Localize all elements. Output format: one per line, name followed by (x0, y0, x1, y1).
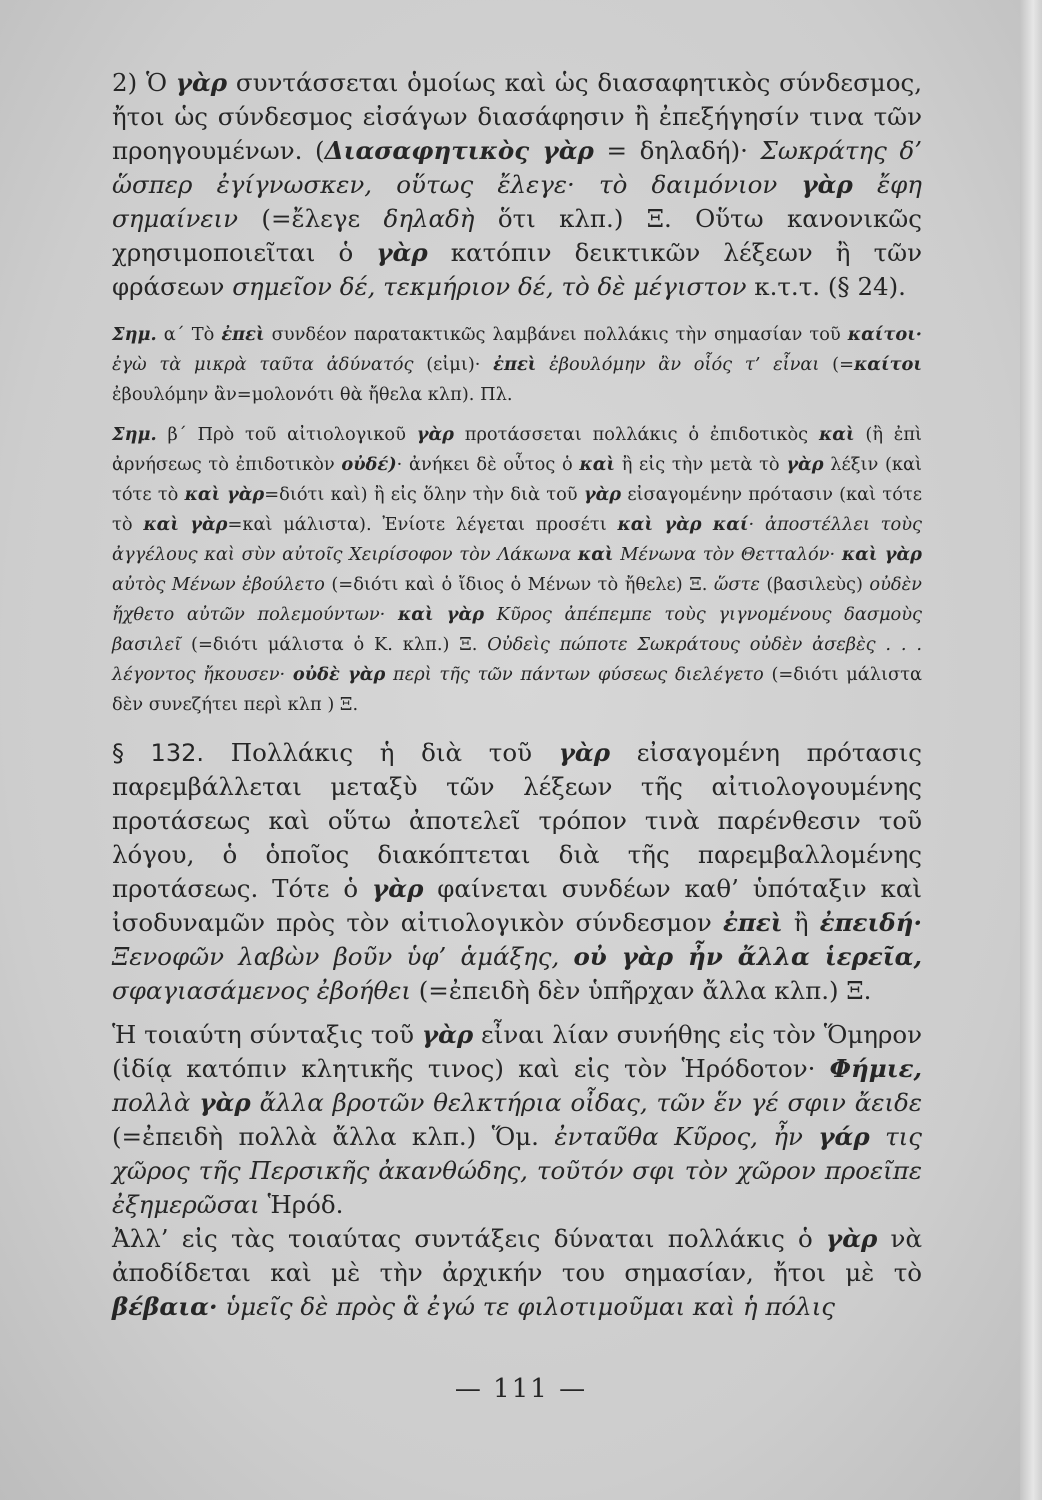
page-number: — 111 — (454, 1374, 588, 1404)
text-run: γὰρ (175, 68, 228, 97)
text-run: (εἰμι)· (413, 354, 494, 375)
text-run: γὰρ (372, 874, 424, 903)
paragraph-homer (112, 1018, 922, 1222)
text-run: (=διότι μάλιστα δὲν συνεζήτει περὶ κλπ ) Ξ. (112, 664, 922, 715)
text-run: λέξιν (καὶ τότε τὸ (112, 454, 922, 505)
text-run: γὰρ (376, 238, 428, 267)
text-run: νὰ ἀποδίδεται καὶ μὲ τὴν ἀρχικήν του σημασίαν, ἤτοι μὲ τὸ (112, 1224, 922, 1287)
text-run: =διότι καὶ) ἢ εἰς ὅλην τὴν διὰ τοῦ (264, 484, 584, 505)
text-run: ἢ εἰς τὴν μετὰ τὸ (615, 454, 787, 475)
text-run: (=ἐπειδὴ πολλὰ ἄλλα κλπ.) Ὅμ. (112, 1122, 555, 1151)
text-run: γὰρ (558, 738, 611, 767)
text-run: α΄ Τὸ (156, 324, 222, 345)
text-run: αὐτὸς Μένων ἐβούλετο (112, 574, 325, 595)
text-run: εἰσαγομένη πρότασις παρεμβάλλεται μεταξὺ τῶν λέξεων τῆς αἰτιολογουμένης προτάσεως καὶ οὕτω ἀποτελεῖ τρόπον τινὰ παρένθεσιν τοῦ λόγου, ὁ ὁποῖος διακόπτεται διὰ τῆς παρεμβαλλομένης προτάσεως. Τότε ὁ (112, 738, 922, 903)
text-run: σημεῖον δέ, τεκμήριον δέ, τὸ δὲ μέγιστον (232, 272, 747, 301)
text-run: οὐδὲν ἤχθετο αὐτῶν πολεμούντων· (112, 574, 922, 625)
text-run: β΄ Πρὸ τοῦ αἰτιολογικοῦ (156, 424, 417, 445)
text-run: Ἀλλ’ εἰς τὰς τοιαύτας συντάξεις δύναται πολλάκις ὁ (112, 1224, 827, 1253)
text-run: ἔφη σημαίνειν (112, 170, 922, 233)
text-run: γὰρ (786, 454, 824, 475)
text-run: δηλαδὴ (383, 204, 475, 233)
text-run: ἐνταῦθα Κῦρος, ἦν (554, 1122, 819, 1151)
paragraph-all (112, 1222, 922, 1324)
page-edge (1020, 0, 1042, 1500)
spacer (112, 410, 922, 420)
text-run: γὰρ (199, 1088, 251, 1117)
text-run: Κῦρος ἀπέπεμπε τοὺς γιγνομένους δασμοὺς βασιλεῖ (112, 604, 922, 655)
text-run: Πολλάκις ἡ διὰ τοῦ (204, 738, 559, 767)
note-alpha (112, 320, 922, 410)
text-run: (=διότι καὶ ὁ ἴδιος ὁ Μένων τὸ ἤθελε) Ξ. (324, 574, 714, 595)
text-run: (βασιλεὺς) (759, 574, 870, 595)
text-run: · ἀνήκει δὲ οὗτος ὁ (396, 454, 580, 475)
text-run: καὶ (577, 544, 614, 565)
text-run: ἐπεὶ (221, 324, 265, 345)
text-run: οὐδέ) (341, 454, 397, 475)
text-run: συντάσσεται ὁμοίως καὶ ὡς διασαφητικὸς σύνδεσμος, ἤτοι ὡς σύνδεσμος εἰσάγων διασάφησιν ἢ ἐπεξήγησίν τινα τῶν προηγουμένων. ( (112, 68, 922, 165)
text-run: καίτοι (853, 354, 923, 375)
text-run: γὰρ (583, 484, 622, 505)
note-label: Σημ. (112, 324, 157, 345)
spacer (112, 1008, 922, 1018)
text-run: Ἡ τοιαύτη σύνταξις τοῦ (112, 1020, 422, 1049)
text-run: φαίνεται συνδέων καθ’ ὑπόταξιν καὶ ἰσοδυναμῶν πρὸς τὸν αἰτιολογικὸν σύνδεσμον (112, 874, 922, 937)
text-run: γὰρ (421, 1020, 474, 1049)
text-run: καὶ γὰρ καί (617, 514, 749, 535)
text-run: (=διότι μάλιστα ὁ Κ. κλπ.) Ξ. (181, 634, 488, 655)
text-run: ἐπεὶ (723, 908, 783, 937)
text-run: Φήμιε, (829, 1054, 922, 1083)
text-run: εἶναι λίαν συνήθης εἰς τὸν Ὅμηρον (ἰδίᾳ κατόπιν κλητικῆς τινος) καὶ εἰς τὸν Ἡρόδοτον· (112, 1020, 923, 1083)
text-run: καὶ (818, 424, 855, 445)
text-run: ἐγὼ τὰ μικρὰ ταῦτα ἀδύνατός (112, 354, 414, 375)
text-run: βέβαια· (112, 1292, 218, 1321)
text-run: οὐδὲ γὰρ (292, 664, 386, 685)
text-run: γάρ (818, 1122, 870, 1151)
text-run: συνδέον παρατακτικῶς λαμβάνει πολλάκις τὴν σημασίαν τοῦ (264, 324, 848, 345)
text-run: · ἀποστέλλει τοὺς ἀγγέλους καὶ σὺν αὐτοῖς Χειρίσοφον τὸν Λάκωνα (112, 514, 922, 565)
text-run: καὶ (579, 454, 616, 475)
note-label: Σημ. (112, 424, 157, 445)
text-run: Ὁ (145, 68, 176, 97)
text-run: ὥστε (713, 574, 760, 595)
text-run: τις χῶρος τῆς Περσικῆς ἀκανθώδης, τοῦτόν σφι τὸν χῶρον προεῖπε ἐξημερῶσαι (112, 1122, 923, 1219)
paragraph-2 (112, 66, 922, 304)
text-run: ἐβουλόμην ἂν οἷός τ’ εἶναι (536, 354, 820, 375)
section-number: § 132. (112, 739, 204, 767)
text-run: Οὐδεὶς πώποτε Σωκράτους οὐδὲν ἀσεβὲς . . . λέγοντος ἤκουσεν· (112, 634, 922, 685)
text-run: εἰσαγομένην πρότασιν (καὶ τότε τὸ (112, 484, 922, 535)
text-run: ὅτι κλπ.) Ξ. Οὕτω κανονικῶς χρησιμοποιεῖται ὁ (112, 204, 922, 267)
text-run: ἐπειδή· (819, 908, 922, 937)
text-run: γὰρ (826, 1224, 878, 1253)
text-run: ἢ (782, 908, 820, 937)
text-run: σφαγιασάμενος ἐβοήθει (112, 976, 411, 1005)
text-block (112, 66, 922, 1324)
text-run: Σωκράτης δ’ ὥσπερ ἐγίγνωσκεν, οὕτως ἔλεγε· τὸ δαιμόνιον (112, 136, 922, 199)
text-run: καὶ γὰρ (397, 604, 485, 625)
text-run: οὐ γὰρ ἦν ἄλλα ἱερεῖα, (573, 942, 922, 971)
text-run: καὶ γὰρ (184, 484, 265, 505)
text-run: ἐπεὶ (493, 354, 537, 375)
text-run: (=ἔλεγε (238, 204, 384, 233)
text-run: (ἢ ἐπὶ ἀρνήσεως τὸ ἐπιδοτικὸν (112, 424, 922, 475)
text-run: κ.τ.τ. (§ 24). (746, 272, 906, 301)
spacer (112, 304, 922, 320)
text-run: καίτοι· (847, 324, 922, 345)
text-run: =καὶ μάλιστα). Ἐνίοτε λέγεται προσέτι (227, 514, 618, 535)
text-run: Διασαφητικὸς γὰρ (324, 136, 594, 165)
text-run: (= (819, 354, 854, 375)
text-run: κατόπιν δεικτικῶν λέξεων ἢ τῶν φράσεων (112, 238, 922, 301)
text-run: ἄλλα βροτῶν θελκτήρια οἶδας, τῶν ἕν γέ σφιν ἄειδε (250, 1088, 922, 1117)
note-beta (112, 420, 922, 720)
text-run: περὶ τῆς τῶν πάντων φύσεως διελέγετο (385, 664, 764, 685)
text-run: = δηλαδή)· (593, 136, 761, 165)
text-run: Μένωνα τὸν Θετταλόν· (613, 544, 842, 565)
text-run: γὰρ (801, 170, 853, 199)
section-132 (112, 736, 922, 1008)
text-run: Ἡρόδ. (259, 1190, 344, 1219)
spacer (112, 720, 922, 736)
text-run: καὶ γὰρ (841, 544, 922, 565)
text-run: γὰρ (416, 424, 454, 445)
text-run: καὶ γὰρ (143, 514, 228, 535)
text-run: Ξενοφῶν λαβὼν βοῦν ὑφ’ ἁμάξης, (112, 942, 574, 971)
text-run: ἐβουλόμην ἂν=μολονότι θὰ ἤθελα κλπ). Πλ. (112, 384, 513, 405)
text-run: πολλὰ (112, 1088, 200, 1117)
text-run: προτάσσεται πολλάκις ὁ ἐπιδοτικὸς (453, 424, 819, 445)
text-run: 2) (112, 68, 146, 97)
text-run: ὑμεῖς δὲ πρὸς ἃ ἐγώ τε φιλοτιμοῦμαι καὶ ἡ πόλις (217, 1292, 836, 1321)
text-run: (=ἐπειδὴ δὲν ὑπῆρχαν ἄλλα κλπ.) Ξ. (410, 976, 872, 1005)
